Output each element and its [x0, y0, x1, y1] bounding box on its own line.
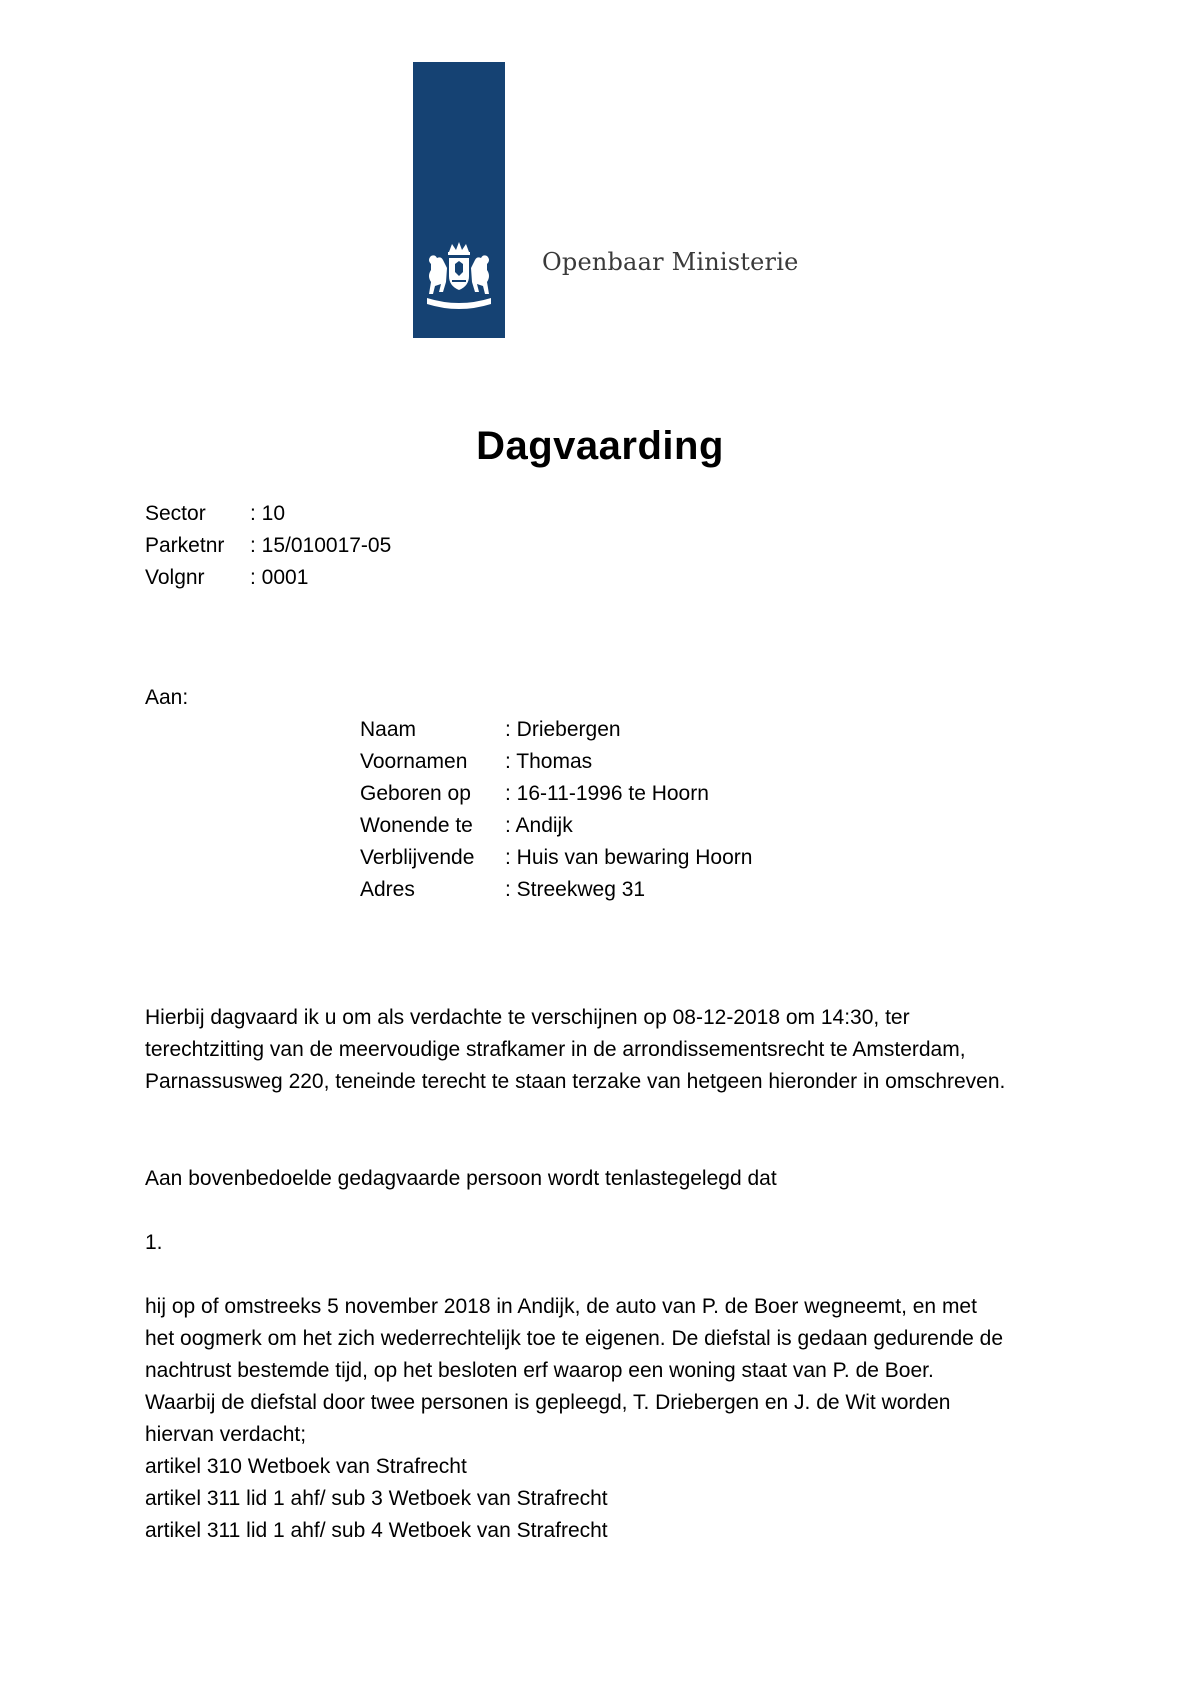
recipient-row-voornamen — [360, 746, 752, 778]
summons-line: terechtzitting van de meervoudige strafkamer in de arrondissementsrecht te Amsterdam, — [145, 1038, 966, 1061]
recipient-value: : 16-11-1996 te Hoorn — [505, 782, 709, 805]
case-metadata — [145, 498, 391, 594]
recipient-label: Naam — [360, 718, 417, 741]
ministry-logo-bar — [413, 62, 505, 338]
document-title: Dagvaarding — [476, 424, 724, 468]
meta-value: : 15/010017-05 — [250, 534, 392, 557]
meta-label: Parketnr — [145, 534, 225, 557]
summons-paragraph — [145, 1002, 1005, 1098]
recipient-label: Voornamen — [360, 750, 468, 773]
recipient-label: Adres — [360, 878, 415, 901]
charge-line: nachtrust bestemde tijd, op het besloten erf waarop een woning staat van P. de Boer. — [145, 1359, 934, 1382]
article-line: artikel 311 lid 1 ahf/ sub 3 Wetboek van Strafrecht — [145, 1487, 608, 1510]
summons-line: Parnassusweg 220, teneinde terecht te staan terzake van hetgeen hieronder in omschreven. — [145, 1070, 1006, 1093]
recipient-label: Verblijvende — [360, 846, 475, 869]
charge-line: hiervan verdacht; — [145, 1423, 307, 1446]
meta-value: : 10 — [250, 502, 286, 525]
recipient-row-wonende — [360, 810, 752, 842]
coat-of-arms-icon — [419, 242, 499, 314]
ministry-name: Openbaar Ministerie — [542, 248, 799, 276]
meta-label: Sector — [145, 502, 206, 525]
recipient-row-adres — [360, 874, 752, 906]
recipient-details — [360, 714, 752, 906]
meta-row-sector — [145, 498, 391, 530]
recipient-value: : Streekweg 31 — [505, 878, 646, 901]
charge-number: 1. — [145, 1231, 163, 1254]
charge-intro: Aan bovenbedoelde gedagvaarde persoon wordt tenlastegelegd dat — [145, 1167, 777, 1190]
recipient-value: : Driebergen — [505, 718, 621, 741]
charge-line: het oogmerk om het zich wederrechtelijk toe te eigenen. De diefstal is gedaan gedurende de — [145, 1327, 1004, 1350]
recipient-row-verblijvende — [360, 842, 752, 874]
meta-row-volgnr — [145, 562, 391, 594]
summons-line: Hierbij dagvaard ik u om als verdachte te verschijnen op 08-12-2018 om 14:30, ter — [145, 1006, 910, 1029]
recipient-row-geboren — [360, 778, 752, 810]
recipient-label: Wonende te — [360, 814, 473, 837]
recipient-value: : Thomas — [505, 750, 593, 773]
charge-line: hij op of omstreeks 5 november 2018 in Andijk, de auto van P. de Boer wegneemt, en met — [145, 1295, 977, 1318]
recipient-value: : Huis van bewaring Hoorn — [505, 846, 753, 869]
recipient-label: Geboren op — [360, 782, 471, 805]
recipient-row-naam — [360, 714, 752, 746]
meta-row-parketnr — [145, 530, 391, 562]
meta-value: : 0001 — [250, 566, 309, 589]
charge-line: Waarbij de diefstal door twee personen is gepleegd, T. Driebergen en J. de Wit worden — [145, 1391, 951, 1414]
recipient-value: : Andijk — [505, 814, 573, 837]
article-line: artikel 310 Wetboek van Strafrecht — [145, 1455, 467, 1478]
article-line: artikel 311 lid 1 ahf/ sub 4 Wetboek van Strafrecht — [145, 1519, 608, 1542]
meta-label: Volgnr — [145, 566, 205, 589]
recipient-heading: Aan: — [145, 686, 189, 709]
charge-paragraph — [145, 1291, 1003, 1547]
